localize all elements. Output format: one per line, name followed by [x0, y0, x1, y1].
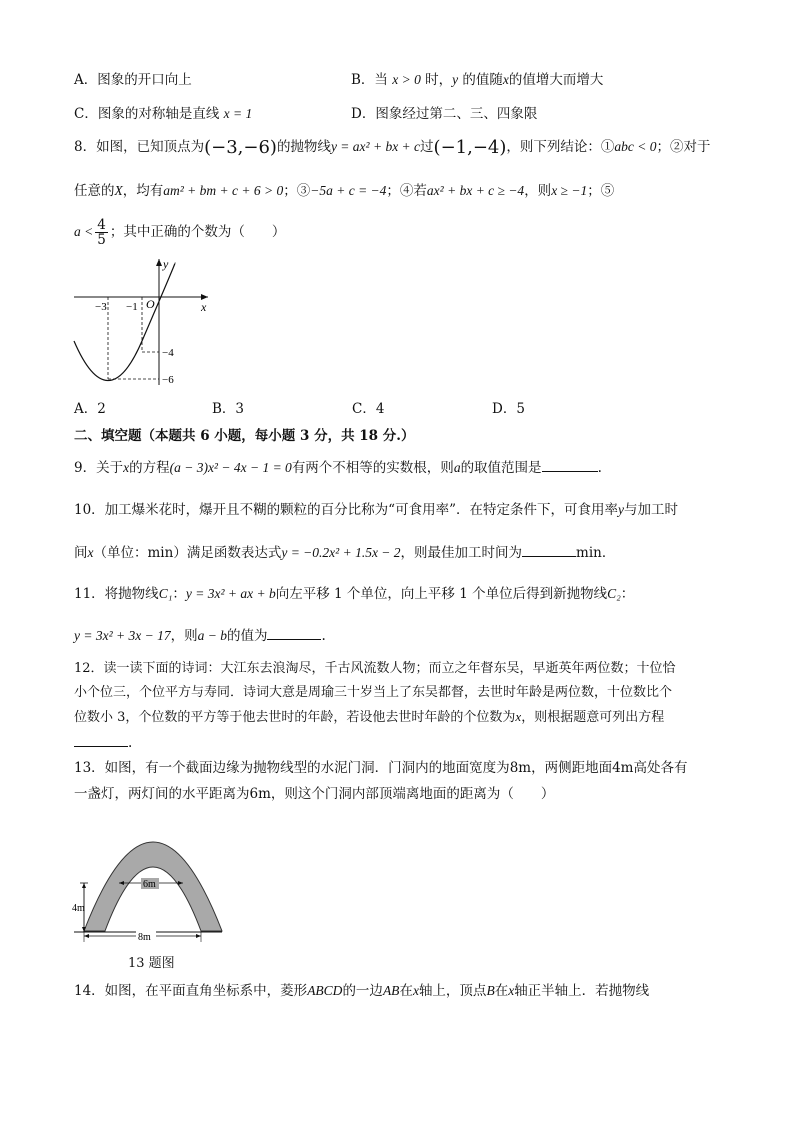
parabola-curve	[74, 263, 175, 381]
q10-answer-blank[interactable]	[522, 542, 576, 557]
q8-line3: a < $\frac{4}{5}$ ；其中正确的个数为（ ）	[74, 217, 286, 248]
q9-answer-blank[interactable]	[542, 457, 598, 472]
q8-parabola-figure	[70, 255, 215, 390]
q8-option-a: A．2	[74, 401, 106, 417]
arrow-8m-left	[84, 934, 89, 938]
label-4m: 4m	[72, 903, 85, 914]
tick-m3: −3	[95, 301, 107, 313]
q7-option-c: C．图象的对称轴是直线 x = 1	[74, 106, 253, 122]
q7-option-b: B．当 x > 0 时，y 的值随x的值增大而增大	[351, 72, 604, 88]
section-title: 二、填空题（本题共 6 小题，每小题 3 分，共 18 分.）	[74, 428, 415, 444]
q13-caption: 13 题图	[128, 956, 175, 971]
origin-label: O	[146, 297, 155, 311]
arrow-8m-right	[196, 934, 201, 938]
q7-option-d: D．图象经过第二、三、四象限	[351, 106, 538, 122]
q12-line3: 位数小 3，个位数的平方等于他去世时的年龄，若设他去世时年龄的个位数为x，则根据题意可列出方程	[74, 709, 665, 725]
q10-line2: 间x（单位：min）满足函数表达式y = −0.2x² + 1.5x − 2，则最佳加工时间为 min．	[74, 542, 615, 563]
q8-option-d: D．5	[492, 401, 525, 417]
arrow-4m-top	[82, 883, 86, 888]
q13-line2: 一盏灯，两灯间的水平距离为6m，则这个门洞内部顶端离地面的距离为（ ）	[74, 786, 555, 802]
q14-line1: 14．如图，在平面直角坐标系中，菱形ABCD的一边AB在x轴上，顶点B在x轴正半轴上．若抛物线	[74, 983, 650, 999]
tick-m4: −4	[162, 347, 174, 359]
x-axis-label: x	[201, 300, 207, 314]
q12-answer-blank[interactable]	[74, 732, 128, 747]
q8-option-b: B．3	[212, 401, 245, 417]
y-axis-arrow	[156, 259, 162, 266]
q11-line2: y = 3x² + 3x − 17，则a − b的值为 .	[74, 625, 326, 646]
q13-line1: 13．如图，有一个截面边缘为抛物线型的水泥门洞．门洞内的地面宽度为8m，两侧距地面4m高处各有	[74, 760, 688, 776]
q8-line1: 8．如图，已知顶点为(−3,−6)的抛物线y = ax² + bx + c过(−1,−4)，则下列结论：①abc < 0；②对于	[74, 137, 711, 158]
q8-line2: 任意的X，均有am² + bm + c + 6 > 0；③−5a + c = −4；④若ax² + bx + c ≥ −4，则x ≥ −1；⑤	[74, 183, 615, 199]
label-8m: 8m	[138, 932, 151, 943]
q11-line1: 11．将抛物线C₁：y = 3x² + ax + b向左平移 1 个单位，向上平移 1 个单位后得到新抛物线C₂：	[74, 586, 635, 602]
q7-option-a: A．图象的开口向上	[74, 72, 192, 88]
q11-answer-blank[interactable]	[267, 625, 321, 640]
q8-option-c: C．4	[352, 401, 385, 417]
tick-m6: −6	[162, 374, 174, 386]
q10-line1: 10．加工爆米花时，爆开且不糊的颗粒的百分比称为“可食用率”．在特定条件下，可食用率y与加工时	[74, 502, 678, 518]
q12-line1: 12．读一读下面的诗词：大江东去浪淘尽，千古风流数人物；而立之年督东吴，早逝英年两位数；十位恰	[74, 661, 676, 676]
label-6m: 6m	[143, 879, 156, 890]
q13-arch-figure	[70, 805, 230, 945]
tick-m1: −1	[126, 301, 138, 313]
q9: 9．关于x的方程(a − 3)x² − 4x − 1 = 0有两个不相等的实数根，则a的取值范围是 .	[74, 457, 602, 478]
y-axis-label: y	[163, 257, 169, 271]
q12-line2: 小个位三，个位平方与寿同．诗词大意是周瑜三十岁当上了东吴都督，去世时年龄是两位数，十位数比个	[74, 685, 673, 700]
q12-line4: .	[74, 732, 132, 753]
